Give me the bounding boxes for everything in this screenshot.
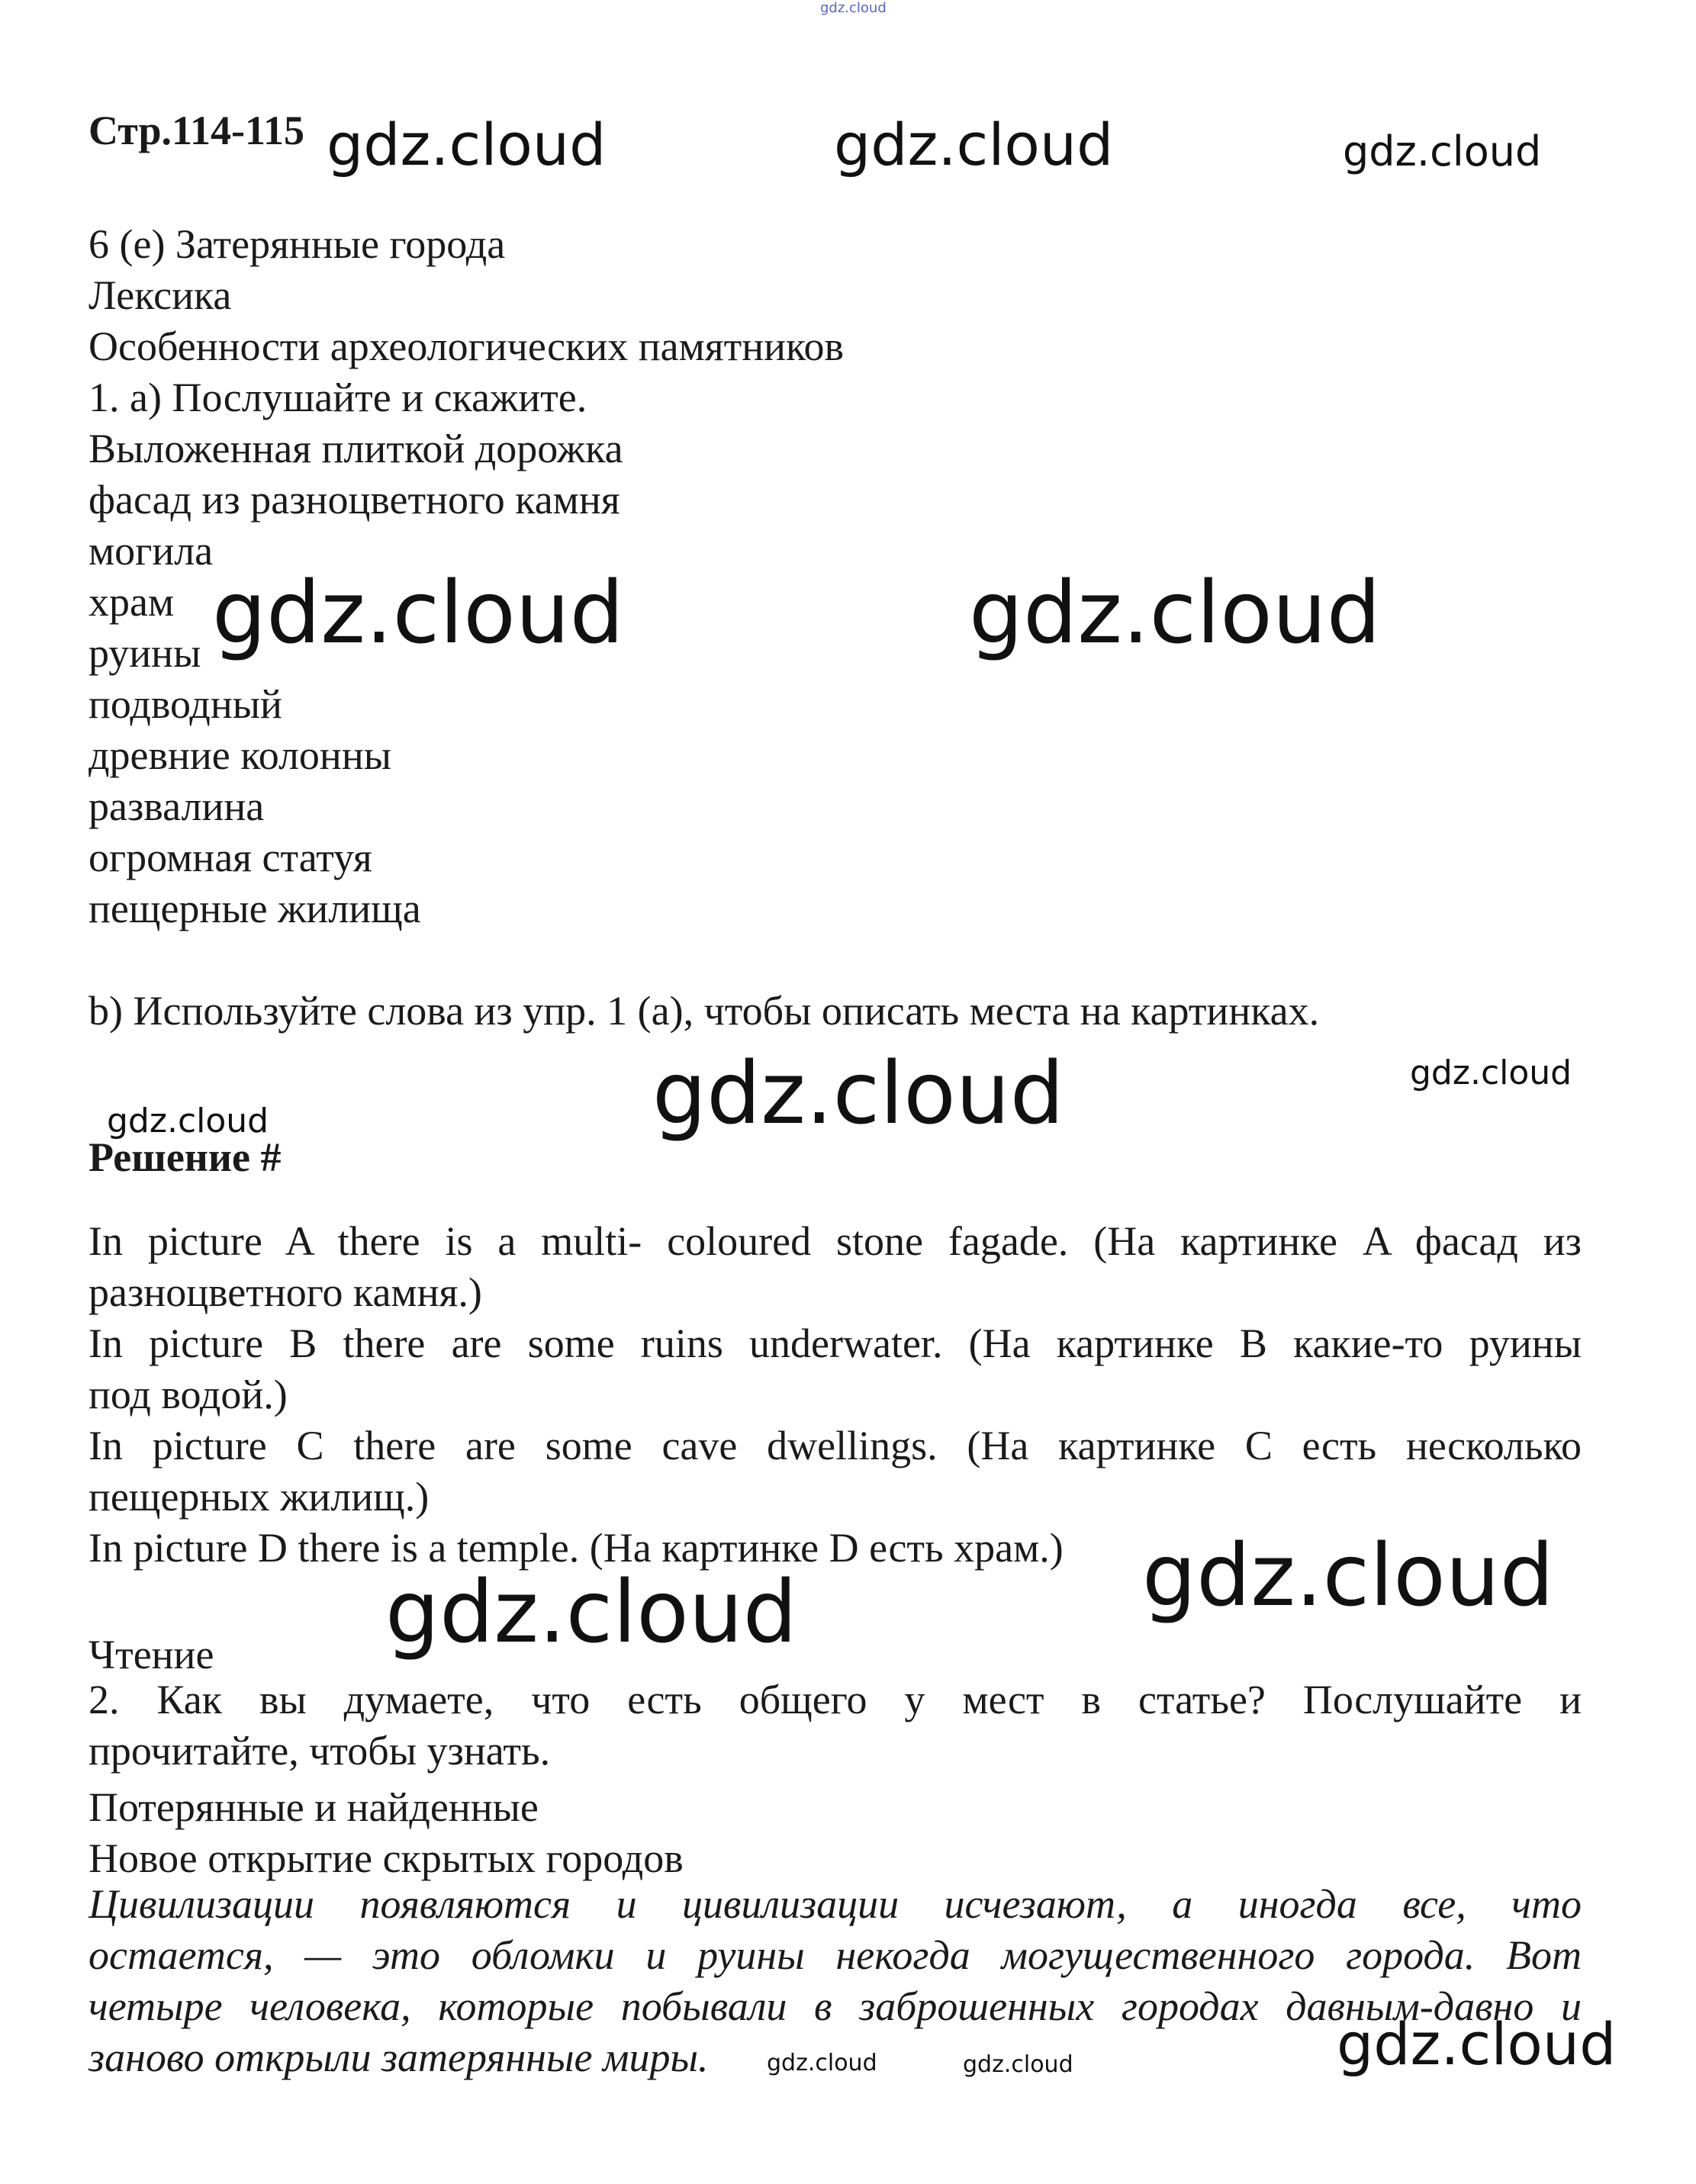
intro-line: четыре человека, которые побывали в заброшенных городах давным-давно и	[89, 1983, 1582, 2029]
intro-line: заново открыли затерянные миры.	[89, 2034, 709, 2080]
exercise-2	[89, 1674, 1582, 1777]
watermark: gdz.cloud	[1410, 1053, 1572, 1092]
answer-line: In picture A there is a multi- coloured stone fagade. (На картинке A фасад из	[89, 1218, 1582, 1264]
vocab-word: пещерные жилища	[89, 886, 421, 931]
answers-block	[89, 1216, 1582, 1574]
vocab-word: огромная статуя	[89, 835, 372, 880]
exercise-1a: 1. a) Послушайте и скажите.	[89, 375, 587, 420]
answer-line: In picture C there are some cave dwellings. (На картинке C есть несколько	[89, 1423, 1582, 1468]
article-subtitle: Новое открытие скрытых городов	[89, 1835, 684, 1881]
vocab-word: фасад из разноцветного камня	[89, 477, 620, 523]
page-reference: Стр.114-115	[89, 108, 305, 153]
watermark: gdz.cloud	[652, 1044, 1064, 1143]
intro-line: Цивилизации появляются и цивилизации исчезают, а иногда все, что	[89, 1881, 1582, 1927]
vocab-word: руины	[89, 630, 201, 676]
vocab-word: могила	[89, 528, 214, 574]
vocab-word: храм	[89, 579, 175, 625]
intro-line: остается, — это обломки и руины некогда могущественного города. Вот	[89, 1932, 1582, 1978]
watermark: gdz.cloud	[1343, 127, 1542, 175]
watermark: gdz.cloud	[963, 2051, 1073, 2078]
subtopic: Особенности археологических памятников	[89, 323, 845, 369]
watermark: gdz.cloud	[1142, 1526, 1554, 1626]
section-reading: Чтение	[89, 1632, 214, 1677]
solution-heading: Решение #	[89, 1134, 282, 1180]
watermark: gdz.cloud	[212, 564, 624, 663]
section-vocab: Лексика	[89, 272, 232, 318]
watermark: gdz.cloud	[327, 111, 607, 179]
vocab-word: развалина	[89, 783, 265, 829]
article-title: Потерянные и найденные	[89, 1784, 539, 1830]
watermark: gdz.cloud	[1337, 2010, 1617, 2078]
answer-line: разноцветного камня.)	[89, 1269, 482, 1315]
answer-line: In picture B there are some ruins underwater. (На картинке B какие-то руины	[89, 1320, 1582, 1366]
answer-line: под водой.)	[89, 1372, 288, 1417]
vocab-word: Выложенная плиткой дорожка	[89, 426, 623, 471]
watermark: gdz.cloud	[385, 1563, 797, 1662]
exercise-2-line: прочитайте, чтобы узнать.	[89, 1728, 551, 1774]
watermark: gdz.cloud	[107, 1102, 269, 1140]
watermark: gdz.cloud	[969, 564, 1381, 663]
article-intro	[89, 1879, 1582, 2083]
answer-line: пещерных жилищ.)	[89, 1474, 430, 1520]
watermark-tiny: gdz.cloud	[820, 0, 887, 16]
watermark: gdz.cloud	[834, 111, 1114, 179]
vocab-word: подводный	[89, 681, 282, 727]
answer-line: In picture D there is a temple. (На картинке D есть храм.)	[89, 1525, 1064, 1571]
unit-title: 6 (e) Затерянные города	[89, 221, 506, 267]
vocab-word: древние колонны	[89, 732, 392, 778]
exercise-2-line: 2. Как вы думаете, что есть общего у мест в статье? Послушайте и	[89, 1677, 1582, 1722]
watermark: gdz.cloud	[767, 2050, 877, 2076]
exercise-1b: b) Используйте слова из упр. 1 (a), чтобы описать места на картинках.	[89, 988, 1320, 1034]
